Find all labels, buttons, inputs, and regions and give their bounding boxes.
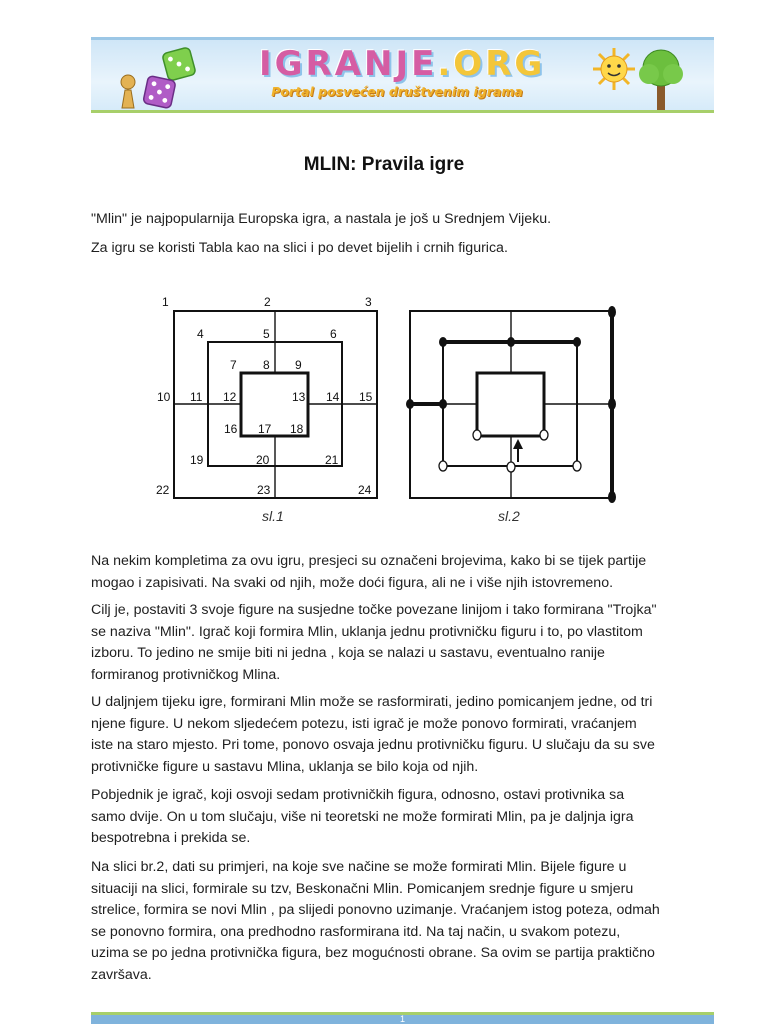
tree-icon: [631, 44, 691, 112]
black-piece: [608, 398, 616, 410]
text-line: Na slici br.2, dati su primjeri, na koje sve načine se može formirati Mlin. Bijele figure u: [91, 859, 627, 875]
point-label: 17: [258, 422, 272, 436]
text-line: U daljnjem tijeku igre, formirani Mlin može se rasformirati, jedino pomicanjem jedne, od tri: [91, 694, 653, 710]
point-label: 14: [326, 390, 340, 404]
text-line: strelice, formira se novi Mlin , pa slijedi ponovno uzimanje. Vraćanjem istog poteza, odmah: [91, 902, 660, 918]
paragraph-1: [91, 551, 727, 594]
point-label: 12: [223, 390, 237, 404]
figure-caption-1: sl.1: [262, 508, 284, 524]
dice-icon: [101, 42, 201, 112]
site-logo[interactable]: IGRANJE.ORG: [259, 44, 546, 84]
text-line: formiranog protivničkog Mlina.: [91, 666, 281, 683]
site-banner: [91, 37, 714, 113]
point-label: 18: [290, 422, 304, 436]
point-label: 19: [190, 453, 204, 467]
intro-text: [91, 209, 727, 259]
text-line: Pobjednik je igrač, koji osvoji sedam protivničkih figura, odnosno, ostavi protivnika sa: [91, 787, 625, 803]
page-title: MLIN: Pravila igre: [303, 154, 465, 175]
board-diagram-1: [150, 290, 390, 510]
paragraph-5: [91, 857, 727, 986]
black-piece: [439, 399, 447, 409]
text-line: njene figure. U nekom sljedećem potezu, isti igrač je može ponovo formirati, vraćanjem: [91, 715, 637, 732]
site-tagline: Portal posvećen društvenim igrama: [271, 84, 523, 99]
text-line: izboru. To jedino ne smije biti ni jedna , koja se nalazi u sastavu, eventualno ranije: [91, 645, 605, 661]
white-piece: [439, 461, 447, 471]
point-label: 2: [264, 295, 271, 309]
text-line: samo dvije. On u tom slučaju, više ni teoretski ne može formirati Mlin, pa je daljnja igra: [91, 808, 634, 825]
point-label: 11: [190, 390, 203, 404]
point-label: 6: [330, 327, 337, 341]
point-label: 16: [224, 422, 238, 436]
text-line: uzima se po jedna protivnička figura, bez mogućnosti obrane. Sa ovim se partija praktično: [91, 945, 655, 961]
text-line: mogao i zapisivati. Na svaki od njih, može doći figura, ali ne i više njih istovremeno.: [91, 574, 614, 591]
point-label: 22: [156, 483, 170, 497]
intro-line: "Mlin" je najpopularnija Europska igra, a nastala je još u Srednjem Vijeku.: [91, 211, 552, 227]
text-line: bespotrebna i prekida se.: [91, 830, 251, 846]
black-piece: [406, 399, 414, 409]
point-label: 8: [263, 358, 270, 372]
text-line: se ponovno formira, ona predhodno rasformirana itd. Na taj način, u svakom potezu,: [91, 923, 621, 940]
white-piece: [507, 462, 515, 472]
text-line: završava.: [91, 966, 152, 983]
point-label: 20: [256, 453, 270, 467]
point-label: 5: [263, 327, 270, 341]
text-line: se naziva "Mlin". Igrač koji formira Mlin, uklanja jednu protivničku figuru i to, po vlastitom: [91, 623, 643, 640]
paragraph-4: [91, 785, 727, 850]
intro-line: Za igru se koristi Tabla kao na slici i po devet bijelih i crnih figurica.: [91, 239, 508, 256]
page-number: 1: [399, 1014, 405, 1024]
pawn-icon: [121, 75, 135, 108]
paragraph-3: [91, 692, 727, 778]
text-line: protivničke figure u sastavu Mlina, uklanja se bilo koja od njih.: [91, 758, 479, 775]
black-piece: [573, 337, 581, 347]
point-label: 24: [358, 483, 372, 497]
text-line: Na nekim kompletima za ovu igru, presjeci su označeni brojevima, kako bi se tijek partije: [91, 553, 647, 569]
point-label: 3: [365, 295, 372, 309]
point-label: 13: [292, 390, 306, 404]
point-label: 10: [157, 390, 171, 404]
black-piece: [439, 337, 447, 347]
text-line: Cilj je, postaviti 3 svoje figure na susjedne točke povezane linijom i tako formirana "Trojka": [91, 602, 657, 618]
board-diagram-2: [398, 298, 624, 508]
black-piece: [507, 337, 515, 347]
point-label: 15: [359, 390, 373, 404]
point-label: 7: [230, 358, 237, 372]
white-piece: [473, 430, 481, 440]
text-line: situaciji na slici, formirale su tzv, Beskonačni Mlin. Pomicanjem srednje figure u smjeru: [91, 880, 634, 897]
figure-caption-2: sl.2: [498, 508, 520, 524]
paragraph-2: [91, 600, 727, 686]
arrow-up-icon: [513, 439, 523, 462]
point-label: 4: [197, 327, 204, 341]
page-footer: [91, 1012, 714, 1024]
white-piece: [573, 461, 581, 471]
black-piece: [608, 491, 616, 503]
white-piece: [540, 430, 548, 440]
text-line: iste na staro mjesto. Pri tome, ponovo osvaja jednu protivničku figuru. U slučaju da su sve: [91, 737, 655, 753]
point-label: 21: [325, 453, 339, 467]
point-label: 9: [295, 358, 302, 372]
black-piece: [608, 306, 616, 318]
point-label: 23: [257, 483, 271, 497]
point-label: 1: [162, 295, 169, 309]
